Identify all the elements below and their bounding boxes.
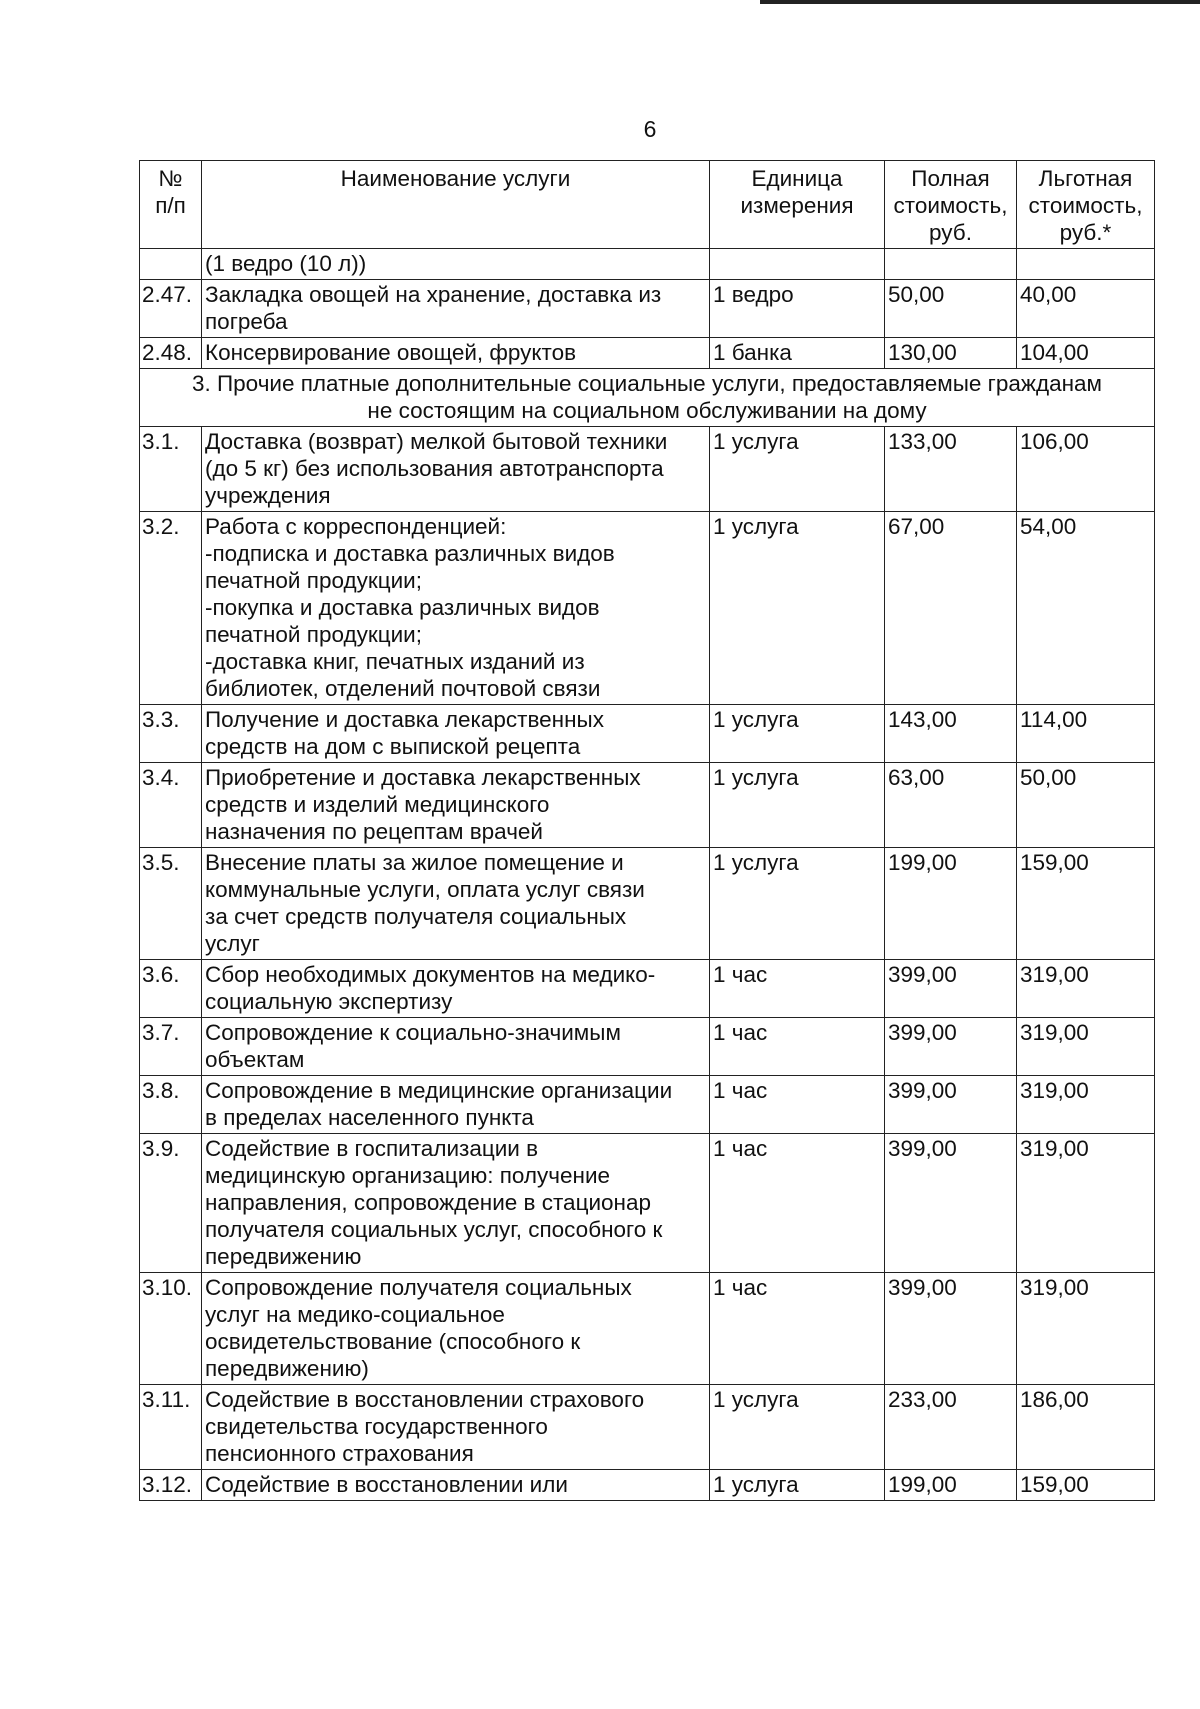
table-row	[140, 512, 1155, 705]
service-name-line: объектам	[205, 1047, 305, 1072]
discount-price: 319,00	[1017, 1273, 1155, 1385]
service-name	[202, 1273, 710, 1385]
discount-price: 106,00	[1017, 427, 1155, 512]
full-price: 63,00	[885, 763, 1017, 848]
service-name-line: средств и изделий медицинского	[205, 792, 550, 817]
discount-price: 54,00	[1017, 512, 1155, 705]
header-unit: Единица измерения	[710, 161, 885, 249]
full-price: 399,00	[885, 1134, 1017, 1273]
discount-price: 319,00	[1017, 960, 1155, 1018]
unit-of-measure: 1 ведро	[710, 280, 885, 338]
service-name-line: услуг на медико-социальное	[205, 1302, 505, 1327]
full-price: 199,00	[885, 1470, 1017, 1501]
table-row	[140, 960, 1155, 1018]
header-discount-price: Льготная стоимость, руб.*	[1017, 161, 1155, 249]
table-row	[140, 705, 1155, 763]
service-name-line: передвижению)	[205, 1356, 369, 1381]
service-name	[202, 427, 710, 512]
row-number: 3.2.	[140, 512, 202, 705]
unit-of-measure: 1 услуга	[710, 1470, 885, 1501]
section-header-row	[140, 369, 1155, 427]
service-name	[202, 280, 710, 338]
table-header-row	[140, 161, 1155, 249]
service-name-line: -покупка и доставка различных видов	[205, 595, 600, 620]
service-name	[202, 848, 710, 960]
service-name-line: Консервирование овощей, фруктов	[205, 340, 577, 365]
full-price: 199,00	[885, 848, 1017, 960]
discount-price: 159,00	[1017, 848, 1155, 960]
unit-of-measure: 1 час	[710, 1273, 885, 1385]
row-number: 3.7.	[140, 1018, 202, 1076]
discount-price: 159,00	[1017, 1470, 1155, 1501]
service-name-line: Сопровождение получателя социальных	[205, 1275, 632, 1300]
row-number: 3.1.	[140, 427, 202, 512]
service-name-line: Содействие в госпитализации в	[205, 1136, 539, 1161]
service-name-line: Получение и доставка лекарственных	[205, 707, 604, 732]
service-name	[202, 512, 710, 705]
table-row	[140, 338, 1155, 369]
service-name	[202, 960, 710, 1018]
row-number: 3.9.	[140, 1134, 202, 1273]
table-row	[140, 427, 1155, 512]
unit-of-measure: 1 услуга	[710, 427, 885, 512]
full-price: 130,00	[885, 338, 1017, 369]
service-name-line: Сбор необходимых документов на медико-	[205, 962, 656, 987]
full-price: 399,00	[885, 1076, 1017, 1134]
discount-price	[1017, 249, 1155, 280]
service-name-line: услуг	[205, 931, 260, 956]
row-number: 2.47.	[140, 280, 202, 338]
table-row	[140, 1134, 1155, 1273]
services-price-table	[139, 160, 1155, 1501]
row-number: 2.48.	[140, 338, 202, 369]
unit-of-measure: 1 услуга	[710, 705, 885, 763]
table-body	[140, 249, 1155, 1501]
service-name-line: за счет средств получателя социальных	[205, 904, 627, 929]
discount-price: 319,00	[1017, 1076, 1155, 1134]
full-price: 50,00	[885, 280, 1017, 338]
service-name-line: печатной продукции;	[205, 622, 422, 647]
discount-price: 319,00	[1017, 1134, 1155, 1273]
header-num: № п/п	[140, 161, 202, 249]
row-number	[140, 249, 202, 280]
service-name-line: Внесение платы за жилое помещение и	[205, 850, 624, 875]
discount-price: 50,00	[1017, 763, 1155, 848]
section-title-line: 3. Прочие платные дополнительные социальные услуги, предоставляемые гражданам	[191, 371, 1103, 396]
service-name-line: медицинскую организацию: получение	[205, 1163, 611, 1188]
service-name-line: в пределах населенного пункта	[205, 1105, 534, 1130]
service-name-line: средств на дом с выпиской рецепта	[205, 734, 581, 759]
table-row	[140, 1076, 1155, 1134]
full-price: 233,00	[885, 1385, 1017, 1470]
service-name	[202, 1470, 710, 1501]
service-name-line: коммунальные услуги, оплата услуг связи	[205, 877, 645, 902]
service-name-line: Закладка овощей на хранение, доставка из	[205, 282, 662, 307]
service-name	[202, 338, 710, 369]
service-name-line: Работа с корреспонденцией:	[205, 514, 507, 539]
service-name-line: печатной продукции;	[205, 568, 422, 593]
section-title-line: не состоящим на социальном обслуживании на дому	[367, 398, 927, 423]
row-number: 3.6.	[140, 960, 202, 1018]
discount-price: 104,00	[1017, 338, 1155, 369]
header-full-price: Полная стоимость, руб.	[885, 161, 1017, 249]
table-row	[140, 848, 1155, 960]
service-name-line: -подписка и доставка различных видов	[205, 541, 615, 566]
service-name	[202, 249, 710, 280]
unit-of-measure	[710, 249, 885, 280]
service-name-line: библиотек, отделений почтовой связи	[205, 676, 601, 701]
service-name-line: направления, сопровождение в стационар	[205, 1190, 651, 1215]
full-price: 133,00	[885, 427, 1017, 512]
header-name: Наименование услуги	[202, 161, 710, 249]
service-name	[202, 1385, 710, 1470]
page-number: 6	[643, 116, 657, 142]
unit-of-measure: 1 час	[710, 1076, 885, 1134]
service-name	[202, 705, 710, 763]
table-row	[140, 249, 1155, 280]
row-number: 3.11.	[140, 1385, 202, 1470]
row-number: 3.5.	[140, 848, 202, 960]
service-name-line: погреба	[205, 309, 288, 334]
service-name-line: освидетельствование (способного к	[205, 1329, 581, 1354]
table-row	[140, 1273, 1155, 1385]
service-name-line: Содействие в восстановлении или	[205, 1472, 568, 1497]
service-name-line: социальную экспертизу	[205, 989, 453, 1014]
unit-of-measure: 1 услуга	[710, 848, 885, 960]
service-name-line: передвижению	[205, 1244, 362, 1269]
full-price: 399,00	[885, 1273, 1017, 1385]
row-number: 3.3.	[140, 705, 202, 763]
row-number: 3.4.	[140, 763, 202, 848]
service-name-line: Сопровождение к социально-значимым	[205, 1020, 621, 1045]
service-name-line: Сопровождение в медицинские организации	[205, 1078, 673, 1103]
full-price: 67,00	[885, 512, 1017, 705]
service-name-line: получателя социальных услуг, способного к	[205, 1217, 663, 1242]
service-name	[202, 1018, 710, 1076]
service-name-line: (до 5 кг) без использования автотранспорта	[205, 456, 664, 481]
discount-price: 40,00	[1017, 280, 1155, 338]
service-name-line: пенсионного страхования	[205, 1441, 474, 1466]
service-name-line: свидетельства государственного	[205, 1414, 548, 1439]
full-price: 399,00	[885, 1018, 1017, 1076]
service-name-line: Доставка (возврат) мелкой бытовой техники	[205, 429, 668, 454]
service-name	[202, 1076, 710, 1134]
service-name	[202, 763, 710, 848]
unit-of-measure: 1 услуга	[710, 763, 885, 848]
unit-of-measure: 1 час	[710, 960, 885, 1018]
table-row	[140, 1385, 1155, 1470]
table-row	[140, 1018, 1155, 1076]
service-name-line: Содействие в восстановлении страхового	[205, 1387, 645, 1412]
discount-price: 114,00	[1017, 705, 1155, 763]
section-title	[140, 369, 1155, 427]
row-number: 3.12.	[140, 1470, 202, 1501]
unit-of-measure: 1 час	[710, 1134, 885, 1273]
service-name-line: (1 ведро (10 л))	[205, 251, 367, 276]
full-price	[885, 249, 1017, 280]
discount-price: 319,00	[1017, 1018, 1155, 1076]
scan-edge-line	[760, 0, 1200, 4]
full-price: 143,00	[885, 705, 1017, 763]
table-row	[140, 280, 1155, 338]
unit-of-measure: 1 услуга	[710, 512, 885, 705]
service-name-line: Приобретение и доставка лекарственных	[205, 765, 641, 790]
table-row	[140, 1470, 1155, 1501]
unit-of-measure: 1 услуга	[710, 1385, 885, 1470]
discount-price: 186,00	[1017, 1385, 1155, 1470]
row-number: 3.8.	[140, 1076, 202, 1134]
service-name-line: назначения по рецептам врачей	[205, 819, 543, 844]
full-price: 399,00	[885, 960, 1017, 1018]
service-name-line: -доставка книг, печатных изданий из	[205, 649, 585, 674]
row-number: 3.10.	[140, 1273, 202, 1385]
service-name-line: учреждения	[205, 483, 331, 508]
unit-of-measure: 1 час	[710, 1018, 885, 1076]
table-row	[140, 763, 1155, 848]
unit-of-measure: 1 банка	[710, 338, 885, 369]
service-name	[202, 1134, 710, 1273]
